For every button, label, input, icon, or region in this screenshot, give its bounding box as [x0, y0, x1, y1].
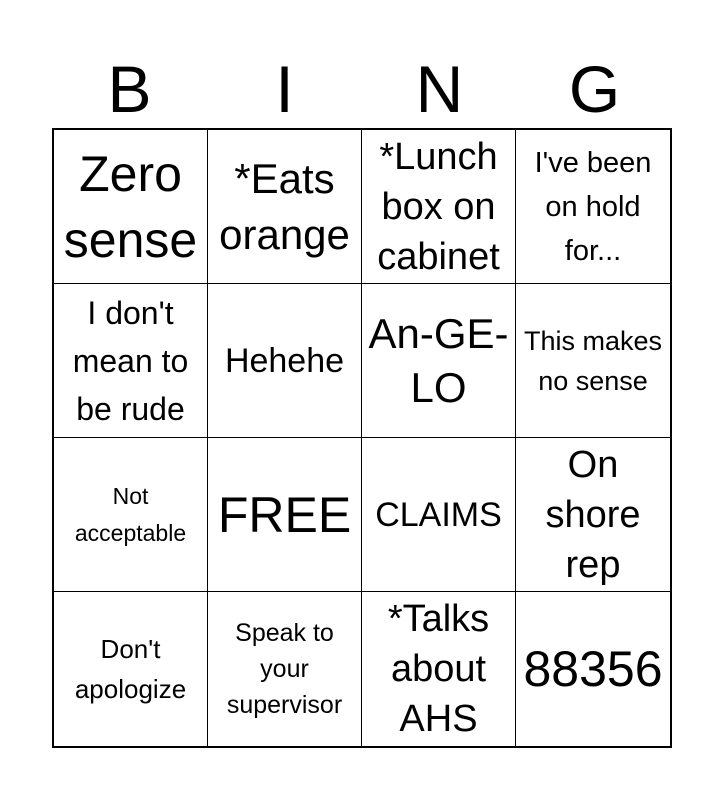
- cell-label: *Lunch box on cabinet: [377, 135, 500, 278]
- bingo-cell[interactable]: [54, 438, 208, 592]
- cell-label: I don't mean to be rude: [72, 294, 189, 427]
- cell-label: Zero sense: [63, 145, 198, 268]
- bingo-cell[interactable]: [362, 130, 516, 284]
- cell-label: *Eats orange: [219, 154, 350, 258]
- bingo-cell[interactable]: [362, 284, 516, 438]
- bingo-cell[interactable]: [54, 284, 208, 438]
- cell-label: FREE: [217, 486, 352, 543]
- cell-label: I've been on hold for...: [534, 146, 652, 267]
- bingo-cell[interactable]: [516, 284, 670, 438]
- cell-label: This makes no sense: [523, 325, 663, 396]
- cell-label: 88356: [523, 641, 663, 697]
- bingo-cell[interactable]: [208, 284, 362, 438]
- cell-label: An-GE-LO: [368, 309, 509, 411]
- cell-label: *Talks about AHS: [387, 598, 490, 740]
- bingo-cell[interactable]: [362, 438, 516, 592]
- header-letter-n: N: [415, 52, 464, 126]
- bingo-cell[interactable]: [516, 592, 670, 746]
- bingo-cell[interactable]: [208, 130, 362, 284]
- cell-label: Speak to your supervisor: [226, 619, 343, 719]
- bingo-cell[interactable]: [362, 592, 516, 746]
- cell-label: Hehehe: [224, 341, 345, 380]
- bingo-header: [52, 50, 672, 128]
- cell-label: CLAIMS: [375, 495, 502, 534]
- bingo-cell[interactable]: [516, 438, 670, 592]
- header-letter-b: B: [107, 52, 152, 126]
- bingo-cell[interactable]: [208, 592, 362, 746]
- cell-label: On shore rep: [545, 443, 641, 586]
- bingo-grid: [52, 128, 672, 748]
- cell-label: Not acceptable: [74, 482, 187, 546]
- bingo-cell[interactable]: [516, 130, 670, 284]
- header-letter-g: G: [568, 52, 621, 126]
- cell-label: Don't apologize: [74, 634, 187, 704]
- bingo-cell[interactable]: [208, 438, 362, 592]
- header-letter-i: I: [275, 52, 294, 126]
- bingo-cell[interactable]: [54, 592, 208, 746]
- bingo-cell[interactable]: [54, 130, 208, 284]
